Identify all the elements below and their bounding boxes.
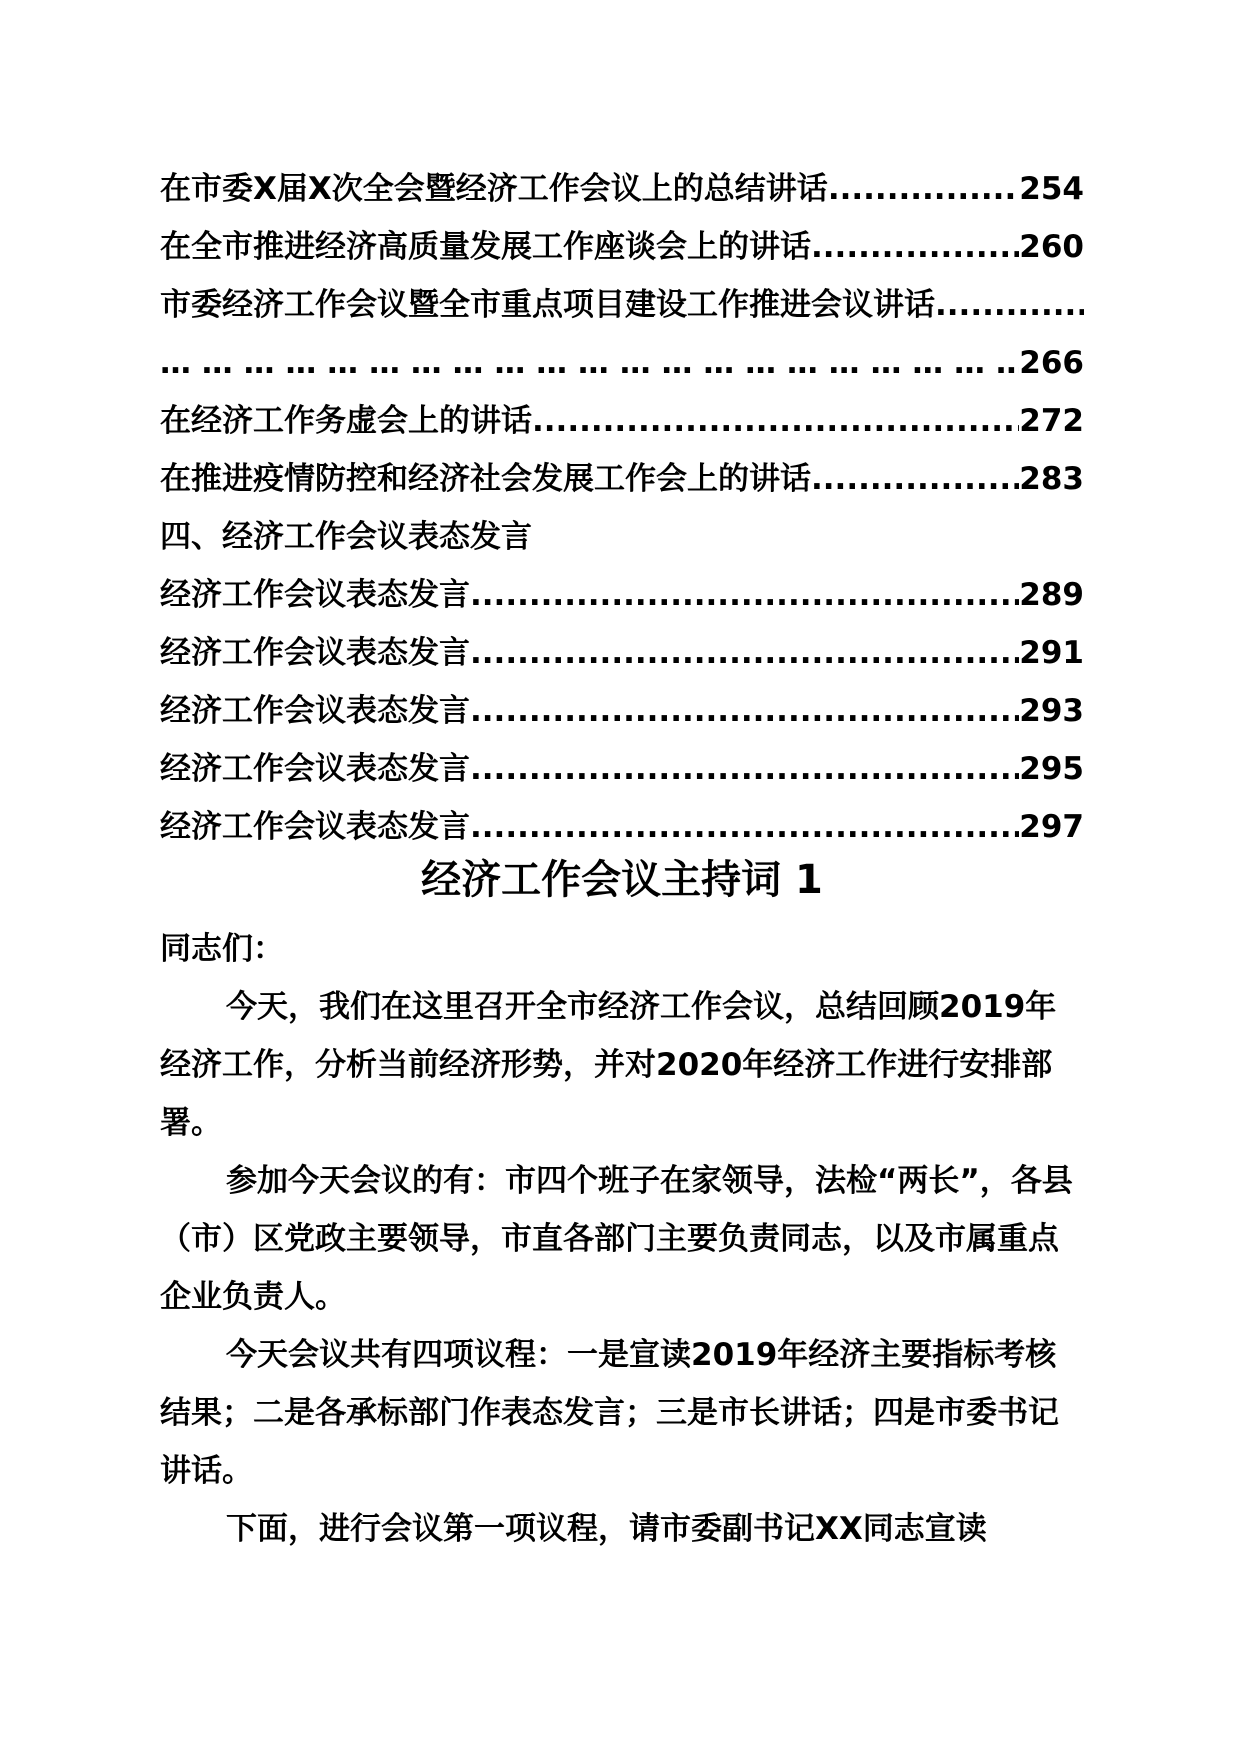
document-title: 经济工作会议主持词 1 bbox=[421, 857, 823, 903]
toc-entry-page: 293 bbox=[1019, 693, 1084, 729]
toc-entry[interactable] bbox=[160, 682, 1084, 740]
toc-entry-page: 283 bbox=[1019, 461, 1084, 497]
toc-entry[interactable] bbox=[160, 160, 1084, 218]
toc-entry-page: 291 bbox=[1019, 635, 1084, 671]
body-paragraph: 今天会议共有四项议程：一是宣读2019年经济主要指标考核结果；二是各承标部门作表态发言；三是市长讲话；四是市委书记讲话。 bbox=[160, 1337, 1059, 1489]
toc-entry-page: 272 bbox=[1019, 403, 1084, 439]
toc-leader-dots bbox=[532, 392, 1019, 450]
toc-leader-dots bbox=[470, 740, 1019, 798]
toc-entry-title: 在全市推进经济高质量发展工作座谈会上的讲话 bbox=[160, 229, 811, 265]
toc-leader-dots bbox=[811, 450, 1019, 508]
toc-entry[interactable] bbox=[160, 740, 1084, 798]
toc-entry-title: 经济工作会议表态发言 bbox=[160, 693, 470, 729]
toc-entry-page: 260 bbox=[1019, 229, 1084, 265]
toc-leader-dots bbox=[470, 566, 1019, 624]
toc-leader-dots bbox=[470, 682, 1019, 740]
document-body bbox=[160, 920, 1084, 1558]
toc-leader-dots bbox=[828, 160, 1019, 218]
toc-entry[interactable] bbox=[160, 624, 1084, 682]
toc-entry-title: 经济工作会议表态发言 bbox=[160, 809, 470, 845]
toc-entry[interactable] bbox=[160, 218, 1084, 276]
salutation: 同志们： bbox=[160, 931, 284, 967]
table-of-contents bbox=[160, 160, 1084, 856]
body-paragraph: 参加今天会议的有：市四个班子在家领导，法检“两长”，各县（市）区党政主要领导，市直各部门主要负责同志，以及市属重点企业负责人。 bbox=[160, 1163, 1073, 1315]
toc-entry-title: 经济工作会议表态发言 bbox=[160, 751, 470, 787]
toc-entry[interactable] bbox=[160, 566, 1084, 624]
toc-entry[interactable] bbox=[160, 450, 1084, 508]
toc-entry[interactable] bbox=[160, 392, 1084, 450]
toc-entry-title: 经济工作会议表态发言 bbox=[160, 577, 470, 613]
toc-entry-page: 295 bbox=[1019, 751, 1084, 787]
toc-entry-page: 297 bbox=[1019, 809, 1084, 845]
toc-entry-title: 在推进疫情防控和经济社会发展工作会上的讲话 bbox=[160, 461, 811, 497]
toc-leader-dots bbox=[160, 334, 1019, 392]
toc-entry-title: 经济工作会议表态发言 bbox=[160, 635, 470, 671]
toc-leader-dots bbox=[470, 624, 1019, 682]
toc-entry-page: 266 bbox=[1019, 345, 1084, 381]
toc-leader-dots bbox=[811, 218, 1019, 276]
toc-entry-title: 在经济工作务虚会上的讲话 bbox=[160, 403, 532, 439]
toc-entry-page: 254 bbox=[1019, 171, 1084, 207]
toc-leader-dots bbox=[935, 276, 1084, 334]
toc-entry-continuation[interactable] bbox=[160, 334, 1084, 392]
toc-section-heading: 四、经济工作会议表态发言 bbox=[160, 519, 532, 555]
toc-entry[interactable] bbox=[160, 276, 1084, 334]
toc-entry-title: 在市委X届X次全会暨经济工作会议上的总结讲话 bbox=[160, 171, 828, 207]
body-paragraph: 今天，我们在这里召开全市经济工作会议，总结回顾2019年经济工作，分析当前经济形势，并对2020年经济工作进行安排部署。 bbox=[160, 989, 1057, 1141]
toc-entry-title: 市委经济工作会议暨全市重点项目建设工作推进会议讲话 bbox=[160, 287, 935, 323]
body-paragraph: 下面，进行会议第一项议程，请市委副书记XX同志宣读 bbox=[226, 1511, 987, 1547]
toc-entry-page: 289 bbox=[1019, 577, 1084, 613]
